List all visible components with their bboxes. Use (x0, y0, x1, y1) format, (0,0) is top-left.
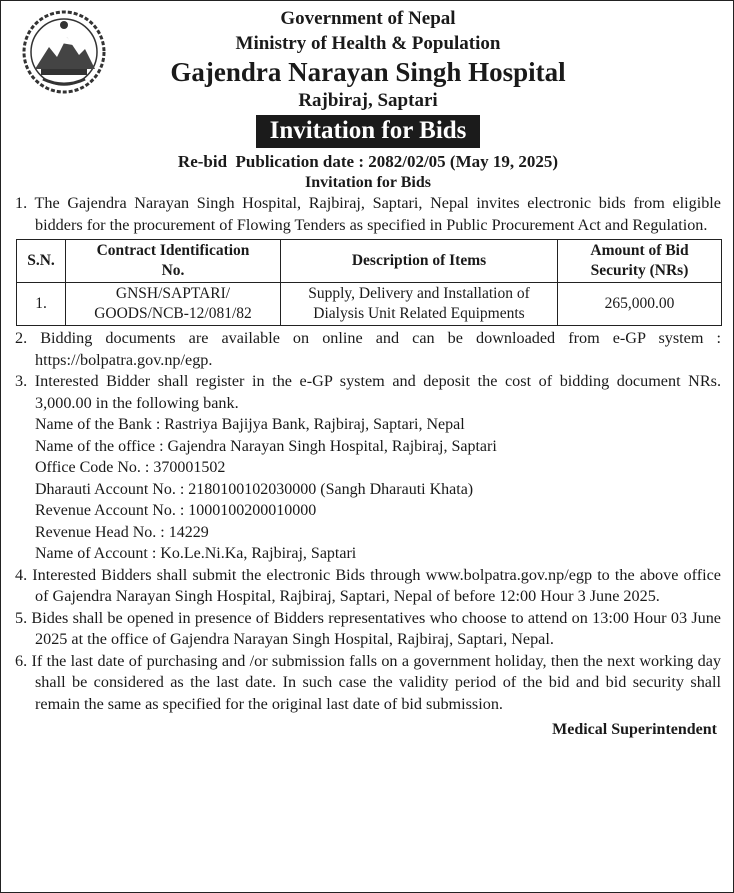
revenue-account: Revenue Account No. : 1000100200010000 (35, 502, 317, 519)
header-contract-line2: No. (161, 262, 185, 279)
dharauti-account: Dharauti Account No. : 2180100102030000 (Sangh Dharauti Khata) (35, 480, 474, 498)
ministry-title: Ministry of Health & Population (235, 33, 501, 54)
row-desc-line2: Dialysis Unit Related Equipments (313, 305, 525, 322)
government-title: Government of Nepal (280, 8, 456, 29)
office-code: Office Code No. : 370001502 (35, 459, 226, 476)
clause-3: 3. Interested Bidder shall register in the e-GP system and deposit the cost of bidding document NRs. 3,000.00 in the following bank. (15, 372, 721, 412)
table-header-row (17, 240, 722, 283)
office-name: Name of the office : Gajendra Narayan Singh Hospital, Rajbiraj, Saptari (35, 437, 497, 455)
header-amount-line2: Security (NRs) (590, 262, 689, 279)
row-sn: 1. (17, 283, 66, 326)
row-contract-id (66, 283, 281, 326)
table-row (17, 283, 722, 326)
hospital-title: Gajendra Narayan Singh Hospital (170, 57, 566, 87)
header-contract-id (66, 240, 281, 283)
clause-6: 6. If the last date of purchasing and /or submission falls on a government holiday, then the next working day shall be considered as the last date. In such case the validity period of the bid and bid security shall remain the same as specified for the original last date of bid submission. (15, 651, 721, 713)
clause-1: 1. The Gajendra Narayan Singh Hospital, Rajbiraj, Saptari, Nepal invites electronic bids from eligible bidders for the procurement of Flowing Tenders as specified in Public Procurement Act and Regulation. (15, 194, 721, 234)
bank-name: Name of the Bank : Rastriya Bajijya Bank, Rajbiraj, Saptari, Nepal (35, 416, 465, 433)
notice-subheading: Invitation for Bids (305, 174, 431, 191)
header-description: Description of Items (281, 240, 558, 283)
notice-header (15, 7, 721, 193)
bid-table (16, 239, 722, 326)
row-contract-line2: GOODS/NCB-12/081/82 (94, 305, 252, 322)
clause-2: 2. Bidding documents are available on online and can be downloaded from e-GP system : https://bolpatra.gov.np/egp. (15, 329, 721, 369)
notice-banner: Invitation for Bids (256, 115, 481, 148)
nepal-government-emblem-icon (21, 9, 107, 95)
header-amount (558, 240, 722, 283)
publication-date: Re-bid Publication date : 2082/02/05 (May 19, 2025) (177, 152, 559, 171)
clause-4: 4. Interested Bidders shall submit the electronic Bids through www.bolpatra.gov.np/egp to the above office of Gajendra Narayan Singh Hospital, Rajbiraj, Saptari, Nepal of before 12:00 Hour 3 June 2025. (15, 565, 721, 605)
clause-5: 5. Bides shall be opened in presence of Bidders representatives who choose to attend on 13:00 Hour 03 June 2025 at the office of Gajendra Narayan Singh Hospital, Rajbiraj, Saptari, Nepal. (15, 608, 721, 648)
signature: Medical Superintendent (552, 721, 717, 738)
row-contract-line1: GNSH/SAPTARI/ (115, 285, 231, 302)
account-name: Name of Account : Ko.Le.Ni.Ka, Rajbiraj, Saptari (35, 545, 357, 562)
bank-details (15, 414, 721, 565)
header-contract-line1: Contract Identification (96, 242, 250, 259)
header-amount-line1: Amount of Bid (590, 242, 689, 259)
revenue-head: Revenue Head No. : 14229 (35, 523, 209, 541)
row-desc-line1: Supply, Delivery and Installation of (308, 285, 530, 302)
hospital-location: Rajbiraj, Saptari (298, 90, 438, 111)
row-description (281, 283, 558, 326)
row-amount: 265,000.00 (558, 283, 722, 326)
header-sn: S.N. (17, 240, 66, 283)
